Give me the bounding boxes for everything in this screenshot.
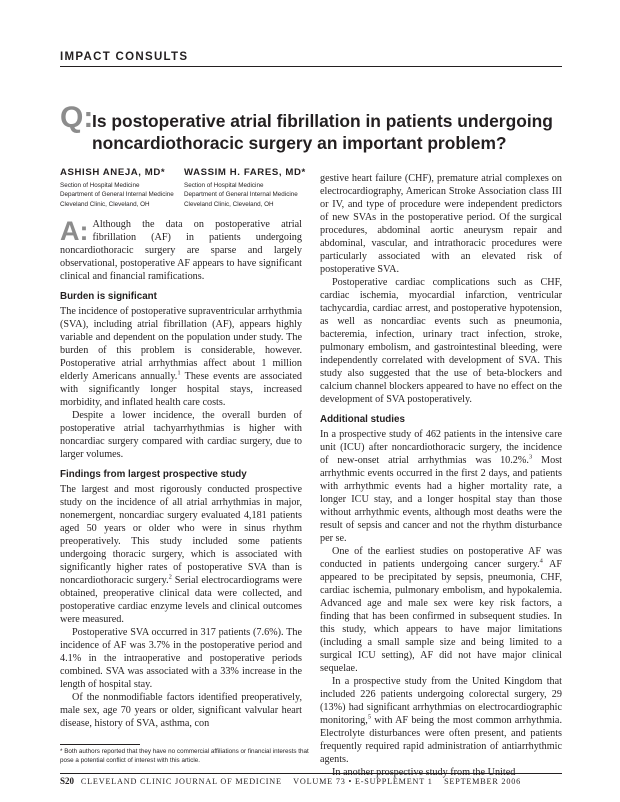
paragraph: Postoperative SVA occurred in 317 patients (7.6%). The incidence of AF was 3.7% in the postoperative period and 4.1% in the intraoperative and postoperative periods combined. SVA was associated with a 33% increase in the length of hospital stay. (60, 627, 302, 690)
title-line-1: Is postoperative atrial fibrillation in patients undergoing (92, 111, 553, 131)
paragraph: Postoperative cardiac complications such as CHF, cardiac ischemia, myocardial infarction, ventricular tachycardia, cardiac arrest, and postoperative hypotension, as well as noncardiac events such as pneumonia, bacteremia, infection, urinary tract infection, stroke, pulmonary embolism, and gastrointestinal bleeding, were independently correlated with development of SVA. This study also suggested that the use of beta-blockers and calcium channel blockers appeared to have no effect on the development of SVA postoperatively. (320, 277, 562, 405)
journal-name: CLEVELAND CLINIC JOURNAL OF MEDICINE (80, 777, 282, 786)
volume-info: VOLUME 73 • E-SUPPLEMENT 1 (293, 777, 433, 786)
footer-rule (60, 773, 562, 774)
affiliation-line: Department of General Internal Medicine (184, 191, 298, 199)
answer-paragraph (60, 218, 302, 283)
heading-additional: Additional studies (320, 414, 405, 425)
question-letter: Q: (60, 101, 94, 134)
top-rule (60, 66, 562, 67)
paragraph: Despite a lower incidence, the overall burden of postoperative atrial tachyarrhythmias is higher with noncardiac surgery compared with cardiac surgery, due to larger volumes. (60, 410, 302, 460)
affiliation-line: Department of General Internal Medicine (60, 191, 174, 199)
paragraph: In a prospective study of 462 patients in the intensive care unit (ICU) after noncardiothoracic surgery, the incidence of new-onset atrial arrhythmias was 10.2%.$^3$ Most arrhythmic events occurred in the first 2 days, and patients with arrhythmic events had a higher mortality rate, a longer ICU stay, and a longer hospital stay than those without arrhythmic events, although most deaths were the result of sepsis and cancer and not the rhythm disturbance per se. (320, 429, 562, 544)
left-column (60, 218, 302, 730)
affiliation-line: Cleveland Clinic, Cleveland, OH (60, 200, 150, 208)
answer-text: Although the data on postoperative atrial fibrillation (AF) in patients undergoing noncardiothoracic surgery are sparse and largely observational, postoperative AF appears to have significant clinical and financial ramifications. (60, 219, 302, 282)
author-2 (184, 167, 306, 209)
author-affiliation (60, 181, 174, 209)
paragraph: One of the earliest studies on postoperative AF was conducted in patients undergoing cancer surgery.$^4$ AF appeared to be precipitated by sepsis, pneumonia, CHF, cardiac ischemia, pulmonary embolism, and hypokalemia. Advanced age and male sex were key risk factors, a finding that has been confirmed in subsequent studies. In this study, which appears to have major limitations (including a small sample size and being limited to a surgical ICU setting), AF did not have major clinical sequelae. (320, 546, 562, 674)
footnote: * Both authors reported that they have no commercial affiliations or financial interests that pose a potential conflict of interest with this article. (60, 748, 309, 764)
paragraph: In a prospective study from the United Kingdom that included 226 patients undergoing colorectal surgery, 29 (13%) had significant arrhythmias on electrocardiographic monitoring,$^5$ with AF being the most common arrhythmia. Electrolyte disturbances were often present, and patients frequently required rapid administration of antiarrhythmic agents. (320, 676, 562, 765)
paragraph: The incidence of postoperative supraventricular arrhythmia (SVA), including atrial fibrillation (AF), appears highly variable and dependent on the population under study. The burden of this problem is considerable, however. Postoperative atrial arrhythmias affect about 1 million elderly Americans annually.$^1$ These events are associated with significantly longer hospital stays, increased morbidity, and inflated health care costs. (60, 306, 302, 408)
page-number: S20 (60, 776, 75, 786)
reference-marker: 1 (177, 369, 181, 377)
reference-marker: 2 (168, 573, 172, 581)
author-affiliation (184, 181, 306, 209)
paragraph: In another prospective study from the United (332, 767, 516, 778)
answer-letter: A: (60, 216, 89, 246)
right-column (320, 172, 562, 779)
reference-marker: 5 (367, 713, 372, 721)
paragraph-continued: gestive heart failure (CHF), premature atrial complexes on electrocardiography, American Stroke Association class III or IV, and type of procedure were independent predictors of new SVAs in the postoperative period. Of the surgical procedures, abdominal aortic aneurysm repair and abdominal, vascular, and intrathoracic procedures were particularly associated with an elevated risk of postoperative SVA. (320, 173, 562, 275)
footnote-rule (60, 744, 140, 745)
title-line-2: noncardiothoracic surgery an important problem? (92, 133, 507, 153)
heading-burden: Burden is significant (60, 291, 157, 302)
paragraph: Of the nonmodifiable factors identified preoperatively, male sex, age 70 years or older, significant valvular heart disease, history of SVA, asthma, con (60, 692, 302, 729)
heading-findings: Findings from largest prospective study (60, 469, 247, 480)
reference-marker: 4 (539, 557, 543, 565)
article-title (92, 110, 572, 154)
affiliation-line: Section of Hospital Medicine (184, 182, 264, 189)
author-name: WASSIM H. FARES, MD* (184, 167, 306, 178)
author-1 (60, 167, 174, 209)
reference-marker: 3 (528, 453, 533, 461)
section-label: IMPACT CONSULTS (60, 51, 189, 63)
issue-date: SEPTEMBER 2006 (444, 777, 521, 786)
affiliation-line: Section of Hospital Medicine (60, 182, 140, 189)
page-footer (60, 776, 521, 786)
paragraph: The largest and most rigorously conducted prospective study on the incidence of all atrial arrhythmias in major, nonemergent, noncardiac surgery evaluated 4,181 patients aged 50 years or older who were in sinus rhythm preoperatively. This study included some patients undergoing thoracic surgery, which is associated with significantly higher rates of postoperative SVA than is noncardiothoracic surgery.$^2$ Serial electrocardiograms were obtained, preoperative clinical data were collected, and postoperative cardiac enzyme levels and clinical outcomes were measured. (60, 484, 303, 625)
affiliation-line: Cleveland Clinic, Cleveland, OH (184, 200, 274, 208)
author-name: ASHISH ANEJA, MD* (60, 167, 166, 178)
